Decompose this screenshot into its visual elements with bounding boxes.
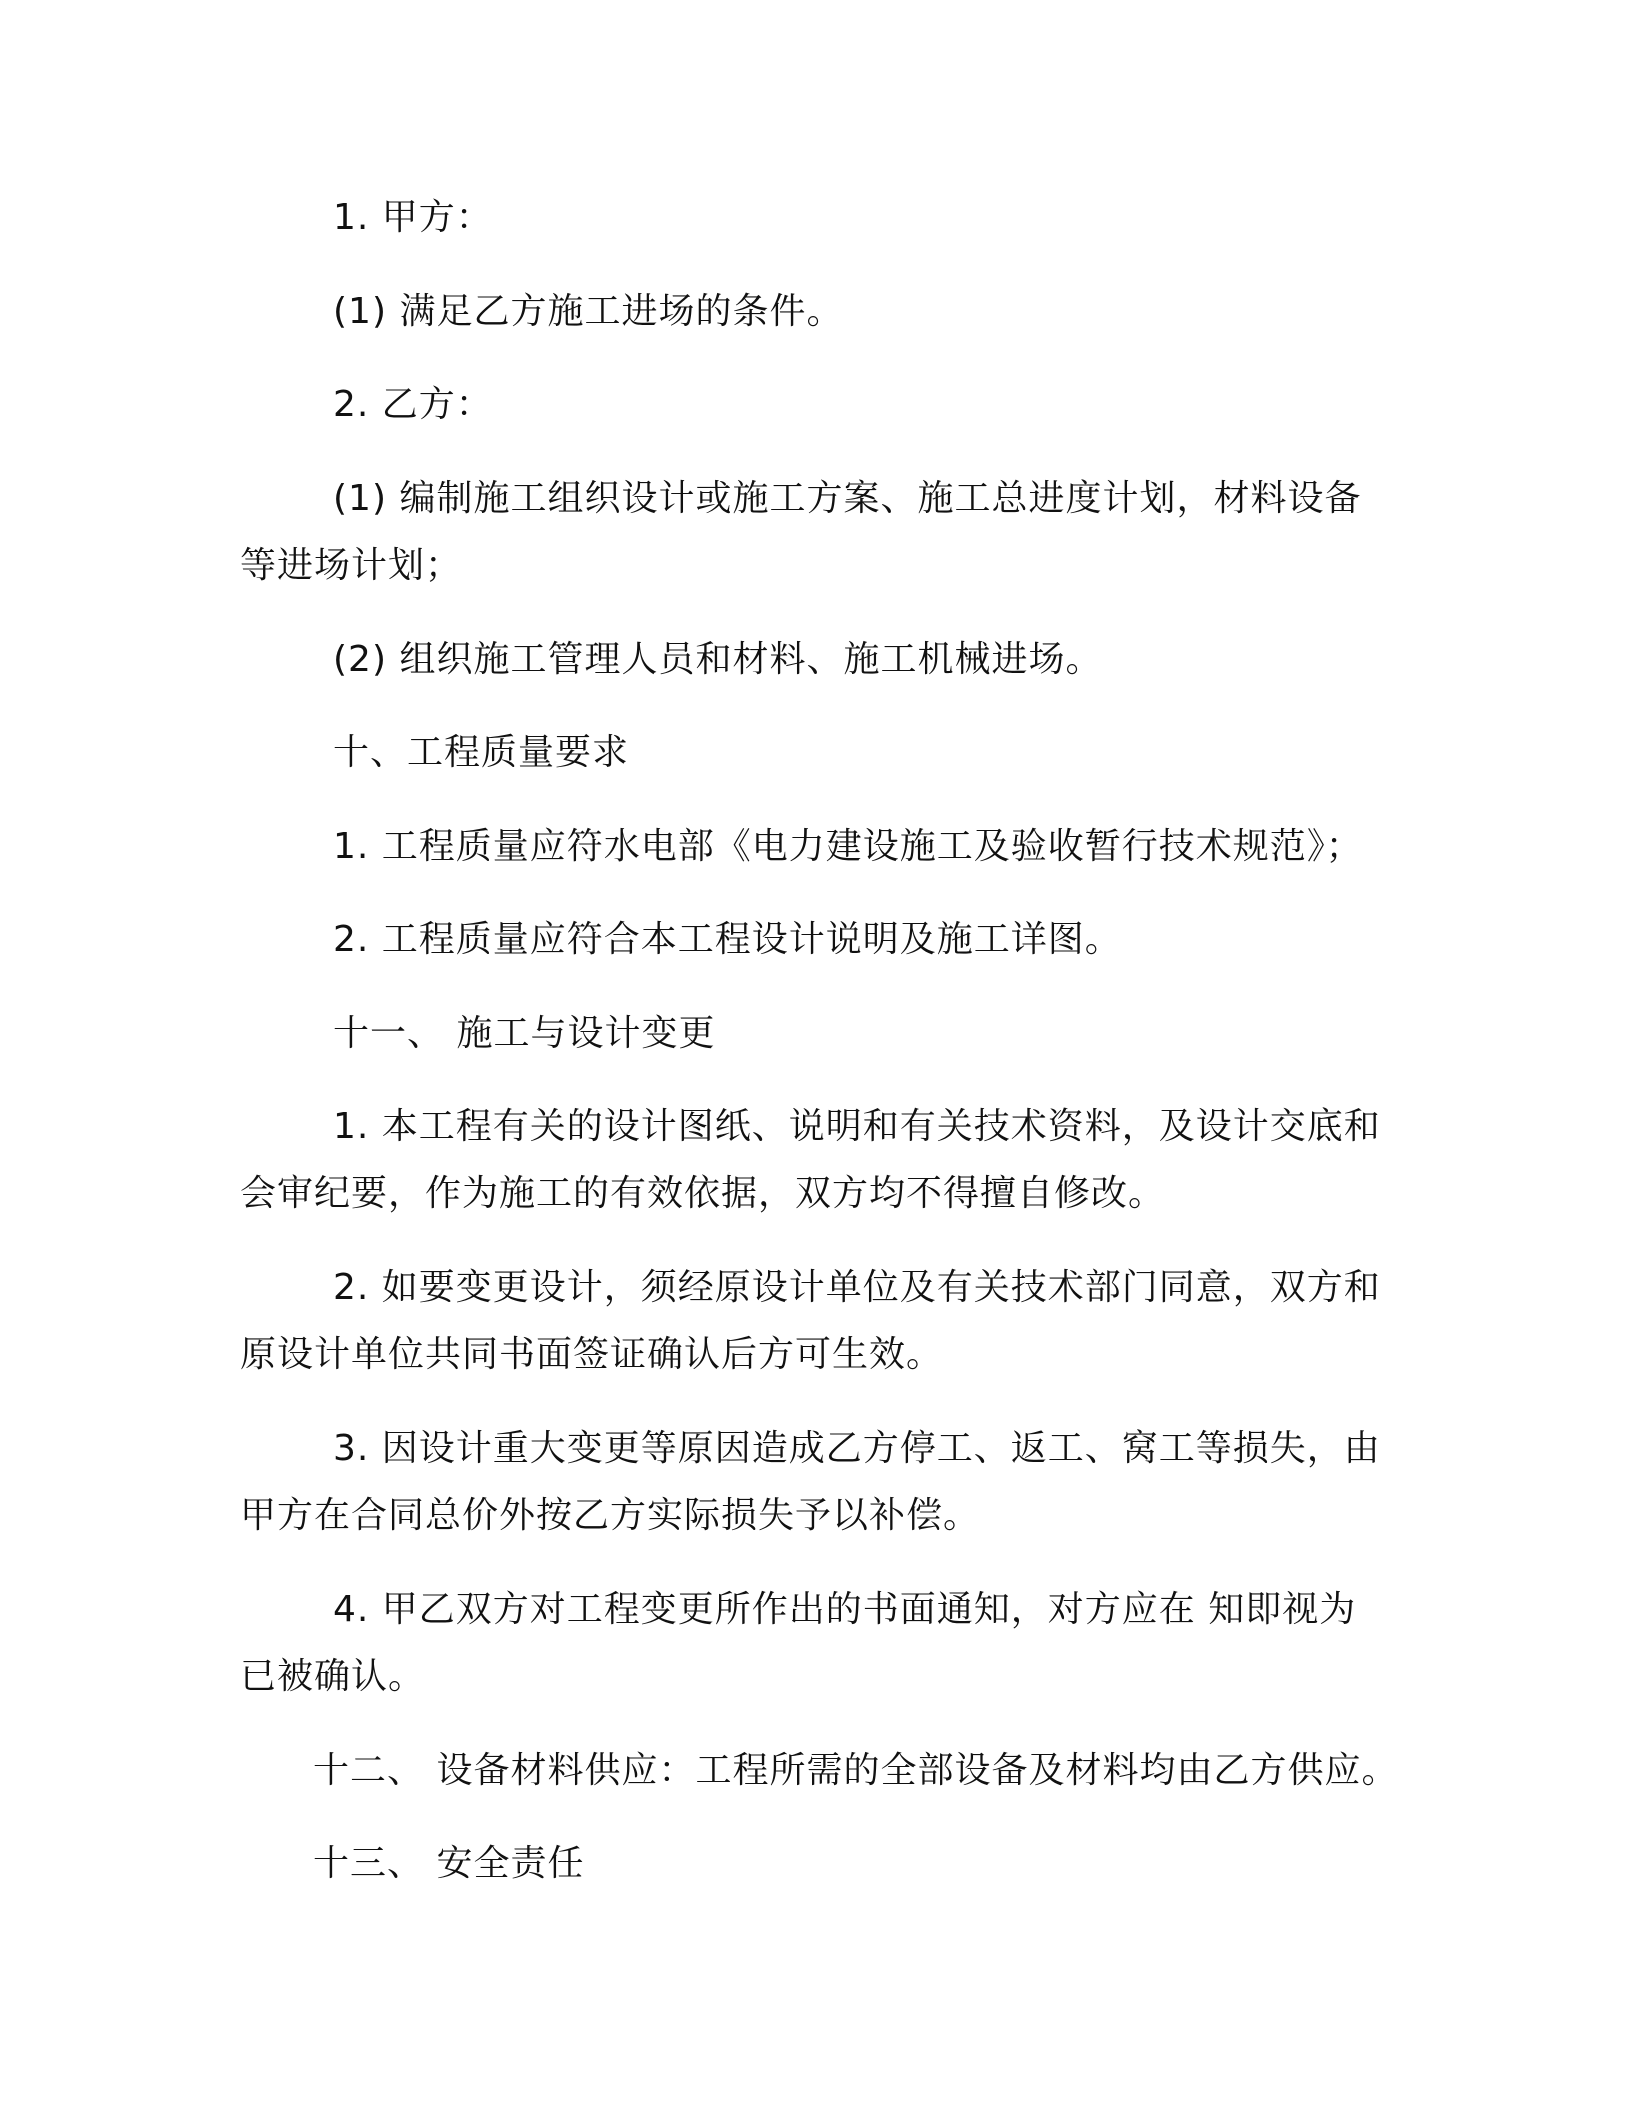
section-heading: 十三、 安全责任 bbox=[313, 1843, 585, 1884]
text-line: (2) 组织施工管理人员和材料、施工机械进场。 bbox=[333, 639, 1103, 680]
text-line: 1. 本工程有关的设计图纸、说明和有关技术资料，及设计交底和 bbox=[333, 1106, 1381, 1147]
text-line: (1) 满足乙方施工进场的条件。 bbox=[333, 291, 844, 332]
section-heading: 十、工程质量要求 bbox=[333, 732, 630, 773]
text-line: 2. 工程质量应符合本工程设计说明及施工详图。 bbox=[333, 919, 1122, 960]
text-line: 甲方在合同总价外按乙方实际损失予以补偿。 bbox=[240, 1495, 981, 1536]
text-line: 3. 因设计重大变更等原因造成乙方停工、返工、窝工等损失，由 bbox=[333, 1428, 1381, 1469]
text-line: 4. 甲乙双方对工程变更所作出的书面通知，对方应在 知即视为 bbox=[333, 1589, 1357, 1630]
text-line: 2. 乙方： bbox=[333, 384, 493, 425]
text-line: 会审纪要，作为施工的有效依据，双方均不得擅自修改。 bbox=[240, 1173, 1166, 1214]
text-line: 等进场计划； bbox=[240, 545, 463, 586]
text-line: 2. 如要变更设计，须经原设计单位及有关技术部门同意，双方和 bbox=[333, 1267, 1381, 1308]
text-line: 已被确认。 bbox=[240, 1656, 426, 1697]
text-line: 1. 工程质量应符水电部《电力建设施工及验收暂行技术规范》； bbox=[333, 826, 1363, 867]
text-line: 原设计单位共同书面签证确认后方可生效。 bbox=[240, 1334, 944, 1375]
section-heading: 十一、 施工与设计变更 bbox=[333, 1013, 716, 1054]
text-line: (1) 编制施工组织设计或施工方案、施工总进度计划，材料设备 bbox=[333, 478, 1362, 519]
text-line: 1. 甲方： bbox=[333, 197, 493, 238]
section-heading: 十二、 设备材料供应：工程所需的全部设备及材料均由乙方供应。 bbox=[313, 1750, 1399, 1791]
